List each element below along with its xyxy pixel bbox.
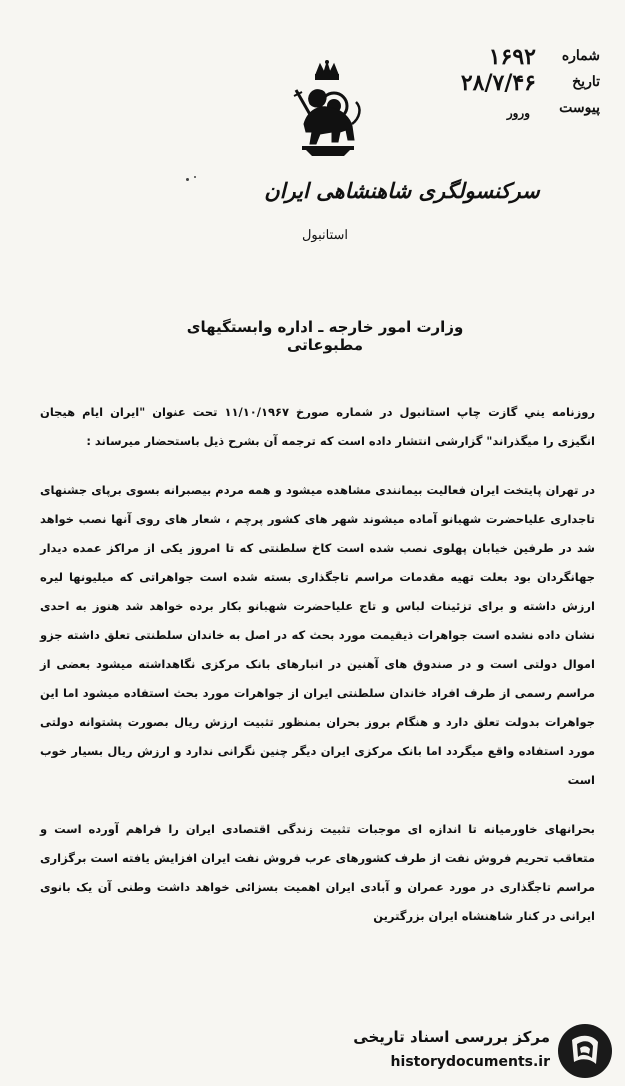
number-value: ۱۶۹۲ [488, 44, 536, 70]
attachment-value: ورور [506, 106, 530, 120]
body-paragraph: روزنامه یني گازت چاپ استانبول در شماره صورخ ۱۱/۱۰/۱۹۶۷ تحت عنوان "ایران ایام هیجان انگیزی را میگذراند" گزارشی انتشار داده است که ترجمه آن بشرح ذیل باستحضار میرساند : [40, 405, 595, 448]
date-row [424, 70, 600, 100]
attachment-label: پیوست [559, 100, 600, 116]
attachment-row [424, 100, 600, 126]
number-label: شماره [561, 48, 600, 64]
recipient-line: وزارت امور خارجه ـ اداره وابستگیهای مطبوعاتی [186, 318, 464, 354]
watermark-url: historydocuments.ir [390, 1054, 550, 1070]
date-value: ۲۸/۷/۴۶ [460, 70, 536, 96]
consulate-city: استانبول [301, 228, 349, 243]
body-paragraph: در تهران پایتخت ایران فعالیت بیمانندی مشاهده میشود و همه مردم بیصبرانه بسوی برپای جشنهای تاجداری علیاحضرت شهبانو آماده میشوند شهر های کشور پرچم ، شعار های روی آنها نصب خواهد شد در طرفین خیابان پهلوی نصب شده است کاخ سلطنتی که تا امروز یکی از مراکز عمده دیدار جهانگردان بود بعلت تهیه مقدمات مراسم تاجگذاری بسته شده است جواهراتی که میلیونها لیره ارزش داشته و برای تزئینات لباس و تاج علیاحضرت شهبانو بکار برده خواهد شد هنوز به احدی نشان داده نشده است جواهرات ذیقیمت مورد بحث که در اصل به خاندان سلطنتی تعلق داشته جزو اموال دولتی است و در صندوق های آهنین در انبارهای بانک مرکزی نگاهداشته میشود بعضی از مراسم رسمی از طرف افراد خاندان سلطنتی ایران از جواهرات مورد بحث استفاده میشود اما این جواهرات بدولت تعلق دارد و هنگام بروز بحران بمنظور تثبیت ارزش ریال بصورت پشتوانه دولتی مورد استفاده واقع میگردد اما بانک مرکزی ایران دیگر چنین نگرانی ندارد و ارزش ریال بسیار خوب است [40, 483, 595, 787]
lion-and-sun-emblem-icon [290, 60, 364, 160]
watermark-title: مرکز بررسی اسناد تاریخی [353, 1028, 550, 1046]
ink-speck [194, 176, 196, 178]
archive-watermark [352, 1022, 614, 1080]
consulate-name: سرکنسولگری شاهنشاهی ایران [264, 178, 540, 203]
ink-speck [186, 178, 189, 181]
letter-body [40, 398, 595, 951]
date-label: تاریخ [572, 74, 600, 90]
body-paragraph: بحرانهای خاورمیانه تا اندازه ای موجبات تثبیت زندگی اقتصادی ایران را فراهم آورده است و متعاقب تحریم فروش نفت از طرف کشورهای عرب فروش نفت ایران افزایش یافته است برگزاری مراسم تاجگذاری در مورد عمران و آبادی ایران اهمیت بسزائی خواهد داشت وطنی آن یک بانوی ایرانی در کنار شاهنشاه ایران بزرگترین [40, 822, 595, 923]
archive-logo-icon [556, 1022, 614, 1080]
reference-block [424, 44, 600, 138]
